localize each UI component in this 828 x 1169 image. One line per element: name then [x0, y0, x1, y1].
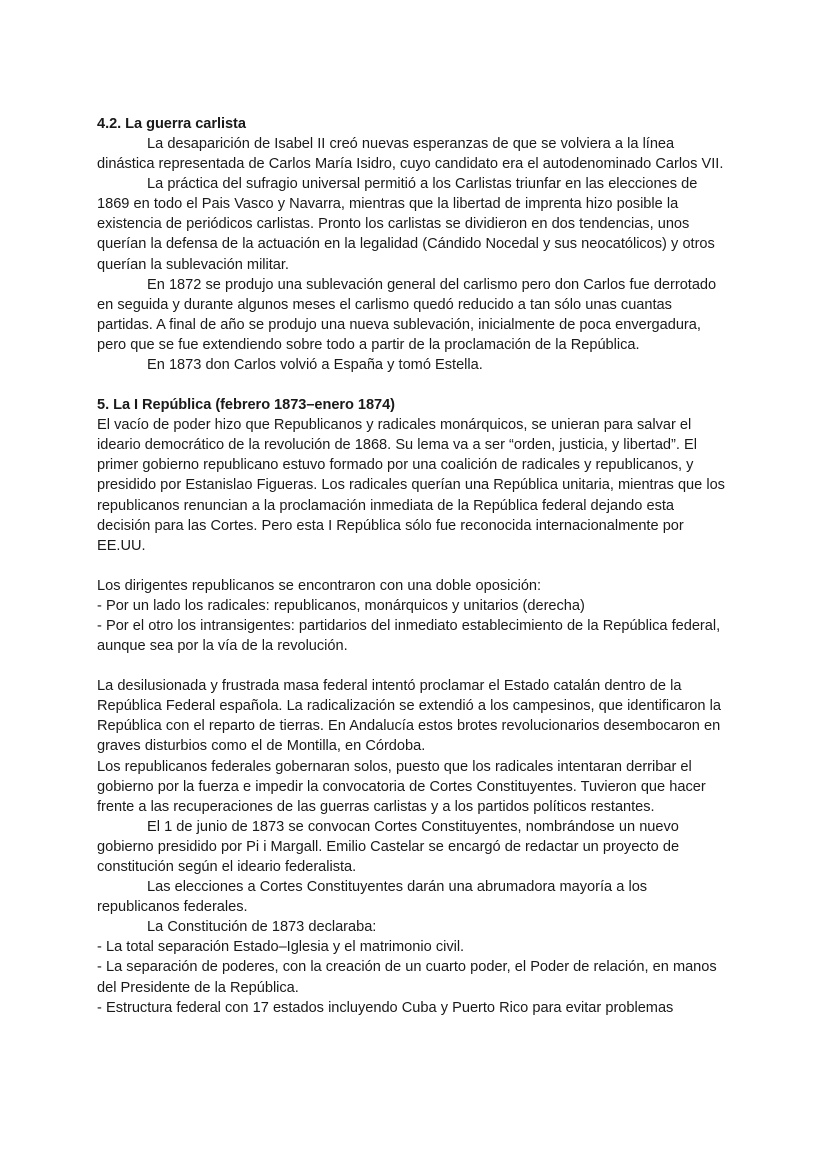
- section-heading-4-2: 4.2. La guerra carlista: [97, 116, 246, 132]
- paragraph: La desaparición de Isabel II creó nuevas esperanzas de que se volviera a la línea dinástica representada de Carlos María Isidro, cuyo candidato era el autodenominado Carlos VII.: [97, 136, 724, 173]
- paragraph-gap: [97, 656, 727, 676]
- list-item: - Por el otro los intransigentes: partidarios del inmediato establecimiento de la República federal, aunque sea por la vía de la revolución.: [97, 617, 721, 655]
- section-heading-5: 5. La I República (febrero 1873–enero 1874): [97, 397, 395, 414]
- paragraph: La Constitución de 1873 declaraba:: [147, 919, 377, 936]
- list-item: - Por un lado los radicales: republicanos, monárquicos y unitarios (derecha): [97, 597, 585, 614]
- paragraph: Los dirigentes republicanos se encontraron con una doble oposición:: [97, 577, 542, 594]
- document-body: [97, 114, 727, 1018]
- paragraph: En 1873 don Carlos volvió a España y tomó Estella.: [147, 357, 483, 374]
- paragraph: Las elecciones a Cortes Constituyentes darán una abrumadora mayoría a los republicanos federales.: [97, 879, 648, 916]
- paragraph: El vacío de poder hizo que Republicanos y radicales monárquicos, se unieran para salvar el ideario democrático de la revolución de 1868. Su lema va a ser “orden, justicia, y libertad”. El primer gobierno republicano estuvo formado por una coalición de radicales y republicanos, y presidido por Estanislao Figueras. Los radicales querían una República unitaria, mientras que los republicanos renuncian a la proclamación inmediata de la República federal dejando esta decisión para las Cortes. Pero esta I República sólo fue reconocida internacionalmente por EE.UU.: [97, 417, 725, 554]
- paragraph: El 1 de junio de 1873 se convocan Cortes Constituyentes, nombrándose un nuevo gobierno presidido por Pi i Margall. Emilio Castelar se encargó de redactar un proyecto de constitución según el ideario federalista.: [97, 818, 680, 875]
- section-gap: [97, 375, 727, 395]
- paragraph: En 1872 se produjo una sublevación general del carlismo pero don Carlos fue derrotado en seguida y durante algunos meses el carlismo quedó reducido a tan sólo unas cuantas partidas. A final de año se produjo una nueva sublevación, inicialmente de poca envergadura, pero que se fue extendiendo sobre todo a partir de la proclamación de la República.: [97, 276, 717, 353]
- section-5: [97, 395, 727, 1018]
- paragraph: Los republicanos federales gobernaran solos, puesto que los radicales intentaran derribar el gobierno por la fuerza e impedir la convocatoria de Cortes Constituyentes. Tuvieron que hacer frente a las recuperaciones de las guerras carlistas y a los partidos políticos restantes.: [97, 758, 706, 815]
- list-item: - La separación de poderes, con la creación de un cuarto poder, el Poder de relación, en manos del Presidente de la República.: [97, 959, 717, 996]
- paragraph-gap: [97, 556, 727, 576]
- list-item: - Estructura federal con 17 estados incluyendo Cuba y Puerto Rico para evitar problemas: [97, 999, 674, 1016]
- paragraph: La práctica del sufragio universal permitió a los Carlistas triunfar en las elecciones de 1869 en todo el Pais Vasco y Navarra, mientras que la libertad de imprenta hizo posible la existencia de periódicos carlistas. Pronto los carlistas se dividieron en dos tendencias, unos querían la defensa de la actuación en la legalidad (Cándido Nocedal y sus neocatólicos) y otros querían la sublevación militar.: [97, 176, 715, 273]
- paragraph: La desilusionada y frustrada masa federal intentó proclamar el Estado catalán dentro de la República Federal española. La radicalización se extendió a los campesinos, que identificaron la República con el reparto de tierras. En Andalucía estos brotes revolucionarios desembocaron en graves disturbios como el de Montilla, en Córdoba.: [97, 678, 721, 755]
- list-item: - La total separación Estado–Iglesia y el matrimonio civil.: [97, 939, 465, 956]
- section-4-2: [97, 114, 727, 375]
